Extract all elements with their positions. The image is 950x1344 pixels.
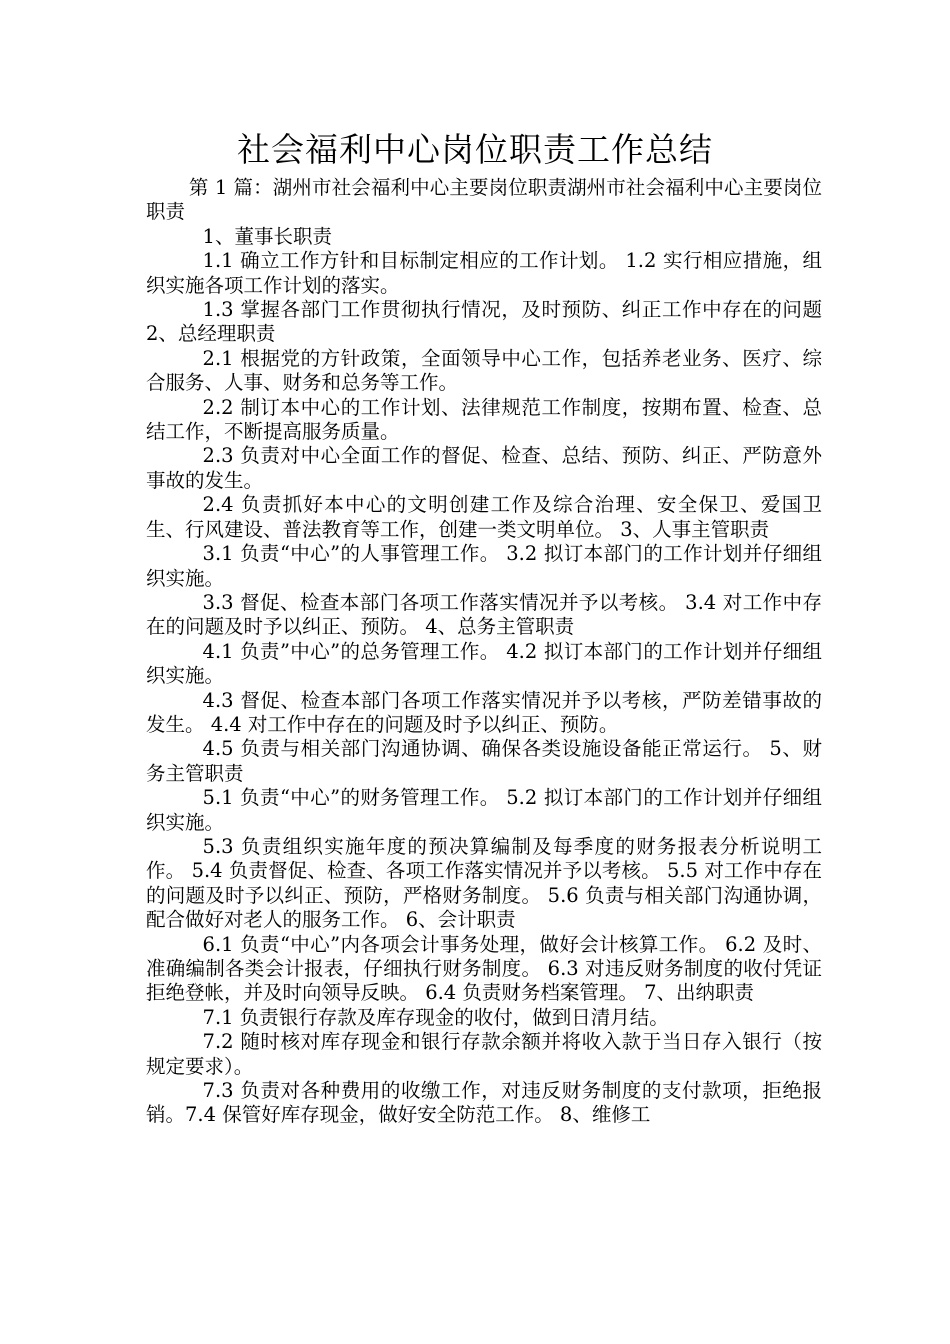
paragraph-18: 7.2 随时核对库存现金和银行存款余额并将收入款于当日存入银行（按规定要求）。 — [146, 1030, 822, 1078]
paragraph-3: 1.1 确立工作方针和目标制定相应的工作计划。 1.2 实行相应措施，组织实施各项工作计划的落实。 — [146, 249, 822, 297]
paragraph-5: 2.1 根据党的方针政策，全面领导中心工作，包括养老业务、医疗、综合服务、人事、财务和总务等工作。 — [146, 346, 822, 395]
paragraph-2: 1、董事长职责 — [202, 224, 332, 248]
paragraph-12: 4.3 督促、检查本部门各项工作落实情况并予以考核，严防差错事故的发生。 4.4 对工作中存在的问题及时予以纠正、预防。 — [146, 688, 822, 736]
paragraph-16: 6.1 负责“中心”内各项会计事务处理，做好会计核算工作。 6.2 及时、准确编制各类会计报表，仔细执行财务制度。 6.3 对违反财务制度的收付凭证拒绝登帐，并及时向领导反映。 6.4 负责财务档案管理。 7、出纳职责 — [146, 932, 822, 1005]
paragraph-13: 4.5 负责与相关部门沟通协调、确保各类设施设备能正常运行。 5、财务主管职责 — [146, 737, 822, 785]
paragraph-11: 4.1 负责”中心”的总务管理工作。 4.2 拟订本部门的工作计划并仔细组织实施。 — [146, 639, 822, 688]
paragraph-8: 2.4 负责抓好本中心的文明创建工作及综合治理、安全保卫、爱国卫生、行风建设、普法教育等工作，创建一类文明单位。 3、人事主管职责 — [146, 493, 822, 541]
paragraph-9: 3.1 负责“中心”的人事管理工作。 3.2 拟订本部门的工作计划并仔细组织实施。 — [146, 542, 822, 590]
document-title: 社会福利中心岗位职责工作总结 — [237, 130, 713, 169]
paragraph-4: 1.3 掌握各部门工作贯彻执行情况，及时预防、纠正工作中存在的问题 2、总经理职责 — [146, 298, 822, 346]
paragraph-17: 7.1 负责银行存款及库存现金的收付，做到日清月结。 — [202, 1005, 669, 1029]
document-body — [146, 176, 822, 1128]
paragraph-19: 7.3 负责对各种费用的收缴工作，对违反财务制度的支付款项，拒绝报销。7.4 保管好库存现金，做好安全防范工作。 8、维修工 — [146, 1079, 822, 1127]
paragraph-6: 2.2 制订本中心的工作计划、法律规范工作制度，按期布置、检查、总结工作，不断提高服务质量。 — [146, 395, 822, 444]
paragraph-15: 5.3 负责组织实施年度的预决算编制及每季度的财务报表分析说明工作。 5.4 负责督促、检查、各项工作落实情况并予以考核。 5.5 对工作中存在的问题及时予以纠正、预防，严格财务制度。 5.6 负责与相关部门沟通协调，配合做好对老人的服务工作。 6、会计职责 — [146, 834, 822, 932]
paragraph-14: 5.1 负责“中心”的财务管理工作。 5.2 拟订本部门的工作计划并仔细组织实施。 — [146, 786, 822, 834]
paragraph-1: 第 1 篇：湖州市社会福利中心主要岗位职责湖州市社会福利中心主要岗位职责 — [146, 176, 822, 224]
paragraph-7: 2.3 负责对中心全面工作的督促、检查、总结、预防、纠正、严防意外事故的发生。 — [146, 444, 822, 492]
paragraph-10: 3.3 督促、检查本部门各项工作落实情况并予以考核。 3.4 对工作中存在的问题及时予以纠正、预防。 4、总务主管职责 — [146, 590, 822, 639]
